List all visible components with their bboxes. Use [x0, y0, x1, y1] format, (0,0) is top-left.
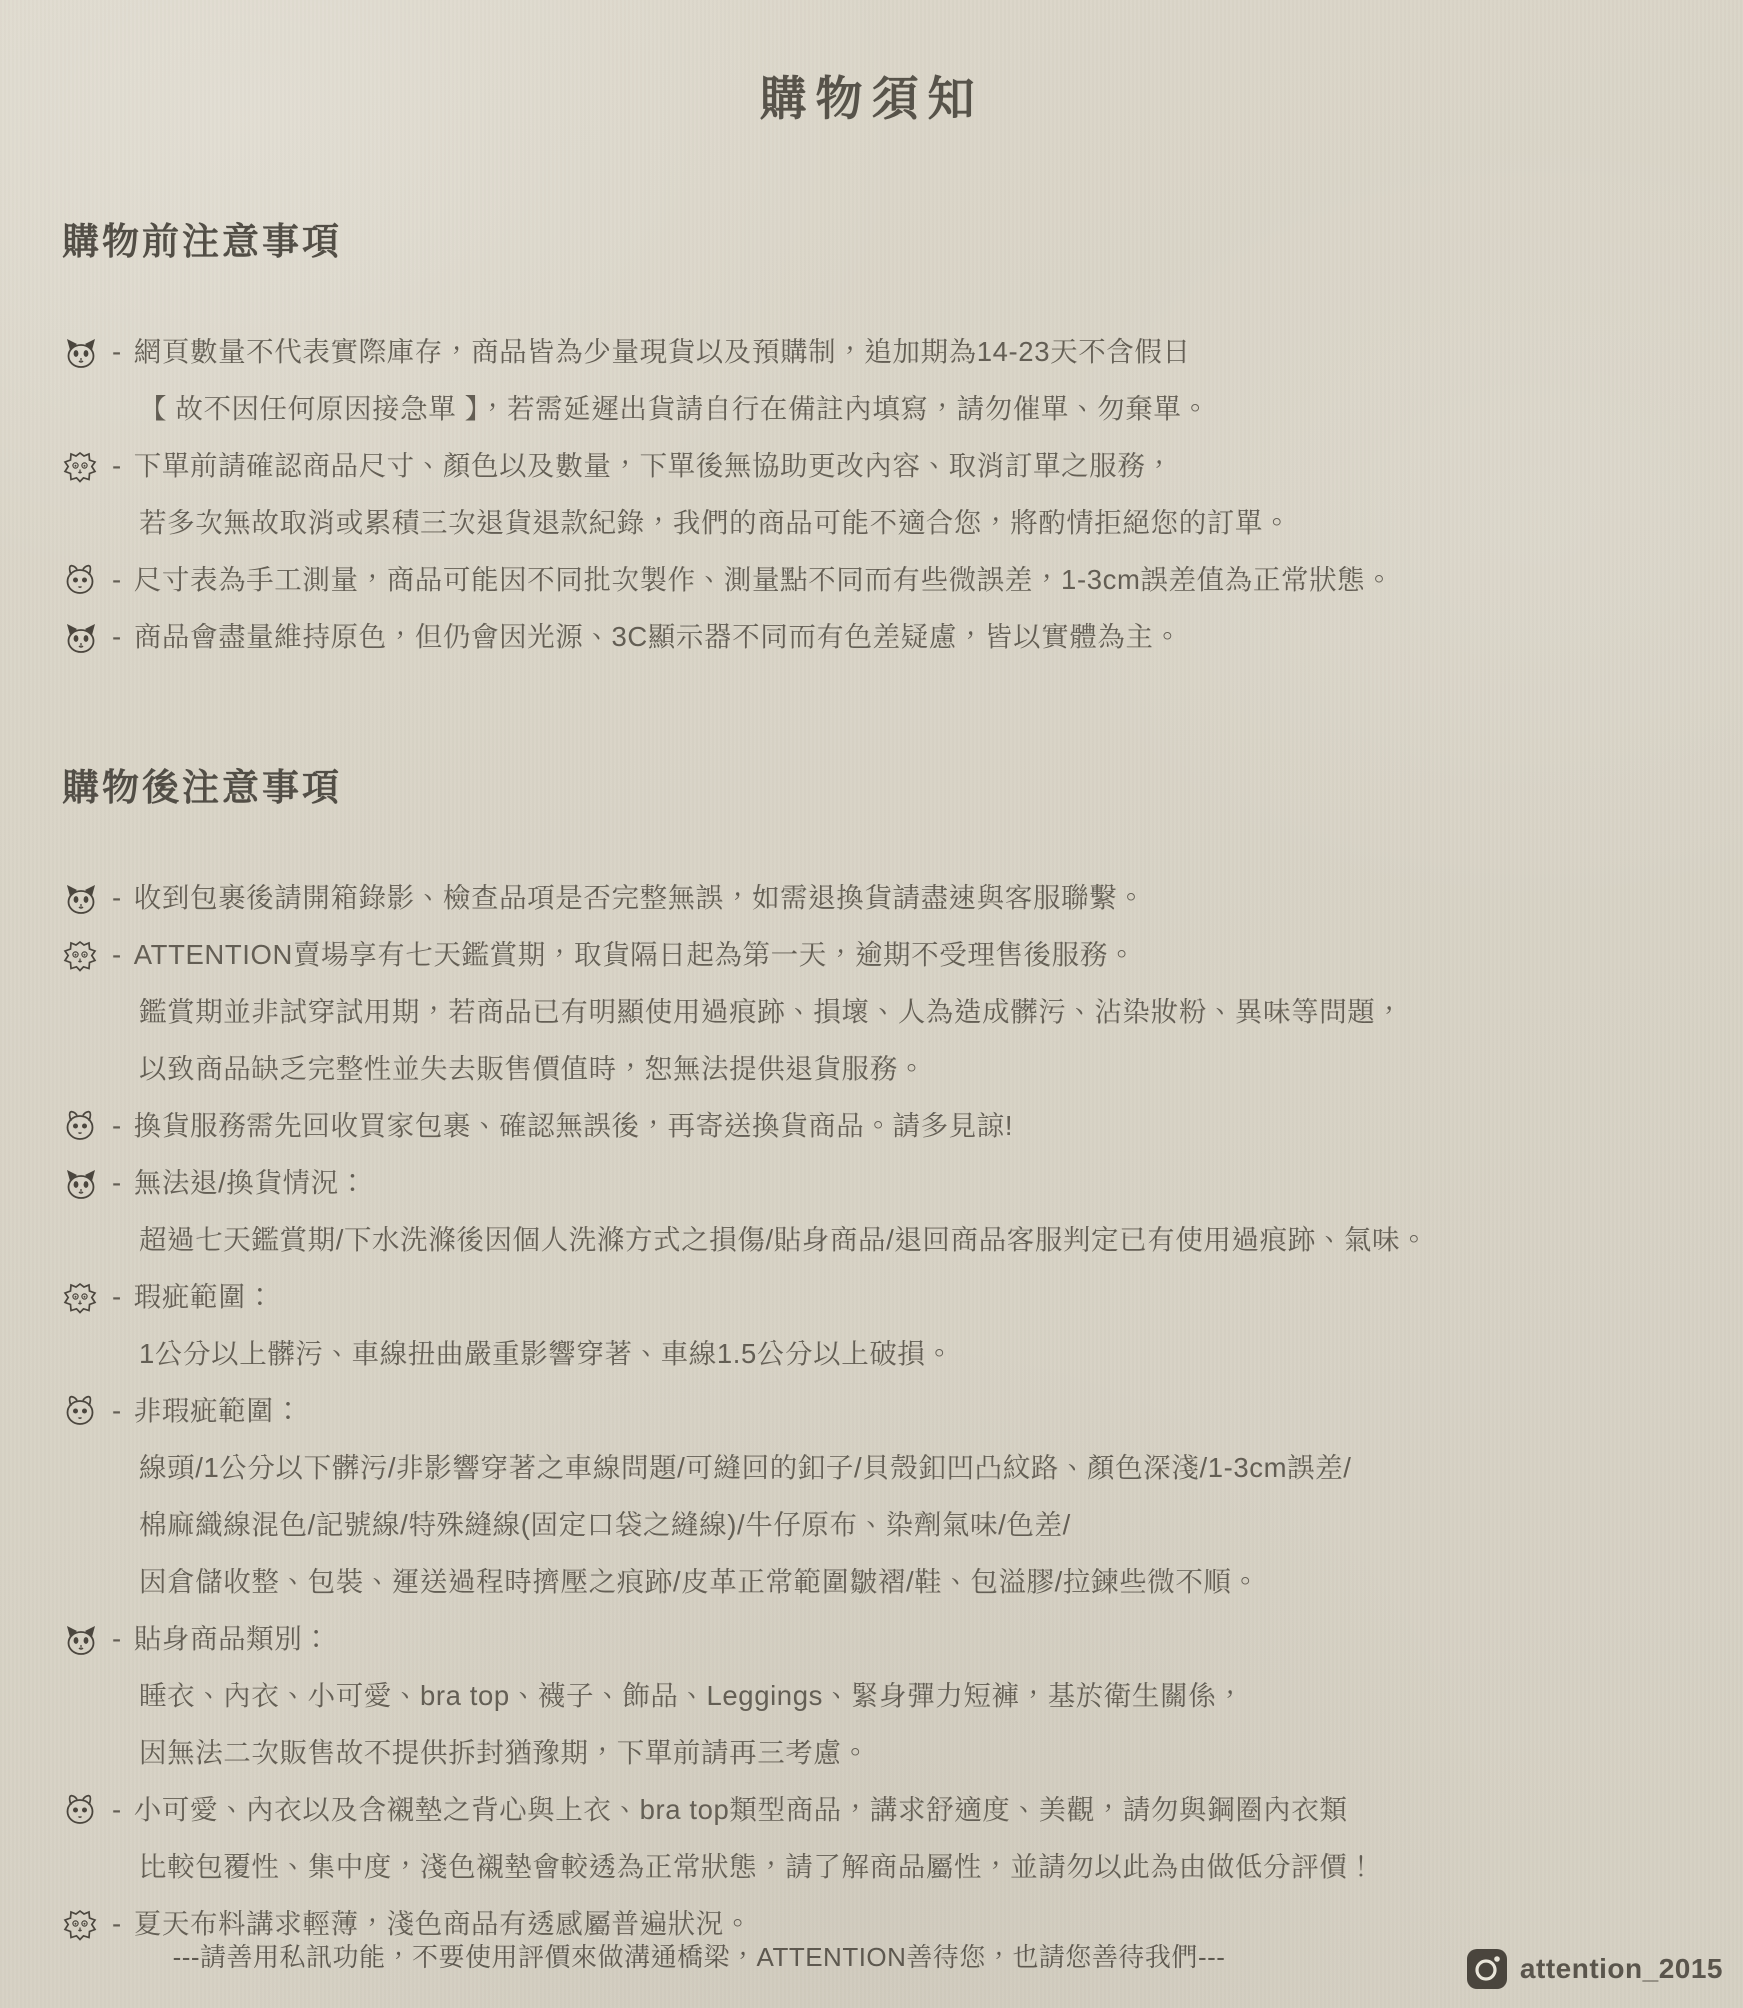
- notice-text: 尺寸表為手工測量，商品可能因不同批次製作、測量點不同而有些微誤差，1-3cm誤差值為正常狀態。: [133, 564, 1394, 595]
- bullet-dash: -: [112, 1167, 122, 1198]
- notice-text: 收到包裹後請開箱錄影、檢查品項是否完整無誤，如需退換貨請盡速與客服聯繫。: [133, 882, 1146, 913]
- instagram-handle: attention_2015: [1519, 1953, 1723, 1984]
- notice-text: 鑑賞期並非試穿試用期，若商品已有明顯使用過痕跡、損壞、人為造成髒污、沾染妝粉、異味等問題，: [139, 996, 1404, 1027]
- notice-item: [62, 1781, 1687, 1838]
- bullet-dash: -: [112, 1281, 122, 1312]
- notice-item-continuation: [62, 1496, 1687, 1553]
- notice-text: 以致商品缺乏完整性並失去販售價值時，恕無法提供退貨服務。: [139, 1053, 926, 1084]
- notice-item-continuation: [62, 1838, 1687, 1895]
- bullet-dash: -: [112, 1395, 122, 1426]
- bullet-dash: -: [112, 939, 122, 970]
- notice-text: 下單前請確認商品尺寸、顏色以及數量，下單後無協助更改內容、取消訂單之服務，: [133, 450, 1174, 481]
- cat-round-icon: [62, 1781, 110, 1826]
- notice-item-continuation: [62, 1667, 1687, 1724]
- bullet-dash: -: [112, 450, 122, 481]
- notice-text: 因倉儲收整、包裝、運送過程時擠壓之痕跡/皮革正常範圍皺褶/鞋、包溢膠/拉鍊些微不順。: [139, 1566, 1260, 1597]
- instagram-badge[interactable]: [1466, 1948, 1723, 1990]
- bullet-dash: -: [112, 621, 122, 652]
- footer-note: ---請善用私訊功能，不要使用評價來做溝通橋梁，ATTENTION善待您，也請您善待我們---: [172, 1942, 1226, 1972]
- bullet-dash: -: [112, 882, 122, 913]
- notice-text: 睡衣、內衣、小可愛、bra top、襪子、飾品、Leggings、緊身彈力短褲，基於衛生關係，: [139, 1680, 1245, 1711]
- notice-text: 棉麻織線混色/記號線/特殊縫線(固定口袋之縫線)/牛仔原布、染劑氣味/色差/: [139, 1509, 1071, 1540]
- cat-fluffy-icon: [62, 1895, 110, 1942]
- notice-text: 比較包覆性、集中度，淺色襯墊會較透為正常狀態，請了解商品屬性，並請勿以此為由做低分評價！: [139, 1851, 1376, 1882]
- notice-section: [62, 211, 1687, 665]
- notice-item-continuation: [62, 494, 1687, 551]
- notice-item-continuation: [62, 983, 1687, 1040]
- notice-item: [62, 1610, 1687, 1667]
- notice-text: 商品會盡量維持原色，但仍會因光源、3C顯示器不同而有色差疑慮，皆以實體為主。: [133, 621, 1182, 652]
- notice-item-continuation: [62, 1553, 1687, 1610]
- cat-fluffy-icon: [62, 437, 110, 484]
- sections-container: [0, 211, 1743, 1952]
- notice-text: 1公分以上髒污、車線扭曲嚴重影響穿著、車線1.5公分以上破損。: [139, 1338, 954, 1369]
- notice-item: [62, 1154, 1687, 1211]
- notice-text: 無法退/換貨情況：: [133, 1167, 367, 1198]
- bullet-dash: -: [112, 1623, 122, 1654]
- notice-text: 小可愛、內衣以及含襯墊之背心與上衣、bra top類型商品，講求舒適度、美觀，請勿與鋼圈內衣類: [133, 1794, 1348, 1825]
- cat-round-icon: [62, 1382, 110, 1427]
- bullet-dash: -: [112, 1110, 122, 1141]
- notice-item: [62, 437, 1687, 494]
- bullet-dash: -: [112, 336, 122, 367]
- notice-item-continuation: [62, 1325, 1687, 1382]
- cat-round-icon: [62, 551, 110, 596]
- page-title: 購物須知: [759, 72, 984, 125]
- cat-tuxedo-icon: [62, 1154, 110, 1201]
- section-heading: 購物前注意事項: [62, 221, 342, 262]
- notice-item: [62, 926, 1687, 983]
- notice-item-continuation: [62, 1439, 1687, 1496]
- instagram-icon: [1466, 1948, 1508, 1990]
- bullet-dash: -: [112, 1908, 122, 1939]
- notice-item: [62, 1382, 1687, 1439]
- notice-text: 換貨服務需先回收買家包裹、確認無誤後，再寄送換貨商品。請多見諒!: [133, 1110, 1014, 1141]
- notice-text: 非瑕疵範圍：: [133, 1395, 303, 1426]
- bullet-dash: -: [112, 1794, 122, 1825]
- notice-section: [62, 757, 1687, 1952]
- notice-item: [62, 551, 1687, 608]
- notice-text: 夏天布料講求輕薄，淺色商品有透感屬普遍狀況。: [133, 1908, 752, 1939]
- notice-text: 貼身商品類別：: [133, 1623, 331, 1654]
- notice-text: 瑕疵範圍：: [133, 1281, 275, 1312]
- notice-item-continuation: [62, 1211, 1687, 1268]
- cat-tuxedo-icon: [62, 1610, 110, 1657]
- notice-text: 若多次無故取消或累積三次退貨退款紀錄，我們的商品可能不適合您，將酌情拒絕您的訂單。: [139, 507, 1292, 538]
- notice-item: [62, 1268, 1687, 1325]
- notice-item-continuation: [62, 1040, 1687, 1097]
- notice-item-continuation: [62, 1724, 1687, 1781]
- cat-tuxedo-icon: [62, 869, 110, 916]
- bullet-dash: -: [112, 564, 122, 595]
- cat-fluffy-icon: [62, 1268, 110, 1315]
- section-heading: 購物後注意事項: [62, 767, 342, 808]
- notice-text: 因無法二次販售故不提供拆封猶豫期，下單前請再三考慮。: [139, 1737, 870, 1768]
- cat-tuxedo-icon: [62, 608, 110, 655]
- notice-item: [62, 1097, 1687, 1154]
- notice-text: 超過七天鑑賞期/下水洗滌後因個人洗滌方式之損傷/貼身商品/退回商品客服判定已有使用過痕跡、氣味。: [139, 1224, 1429, 1255]
- notice-text: 【 故不因任何原因接急單 】，若需延遲出貨請自行在備註內填寫，請勿催單、勿棄單。: [139, 393, 1210, 424]
- notice-text: 網頁數量不代表實際庫存，商品皆為少量現貨以及預購制，追加期為14-23天不含假日: [133, 336, 1191, 367]
- cat-fluffy-icon: [62, 926, 110, 973]
- notice-item-continuation: [62, 380, 1687, 437]
- notice-text: ATTENTION賣場享有七天鑑賞期，取貨隔日起為第一天，逾期不受理售後服務。: [133, 939, 1136, 970]
- notice-item: [62, 869, 1687, 926]
- notice-item: [62, 608, 1687, 665]
- notice-item: [62, 323, 1687, 380]
- cat-round-icon: [62, 1097, 110, 1142]
- notice-text: 線頭/1公分以下髒污/非影響穿著之車線問題/可縫回的釦子/貝殼釦凹凸紋路、顏色深淺/1-3cm誤差/: [139, 1452, 1352, 1483]
- cat-tuxedo-icon: [62, 323, 110, 370]
